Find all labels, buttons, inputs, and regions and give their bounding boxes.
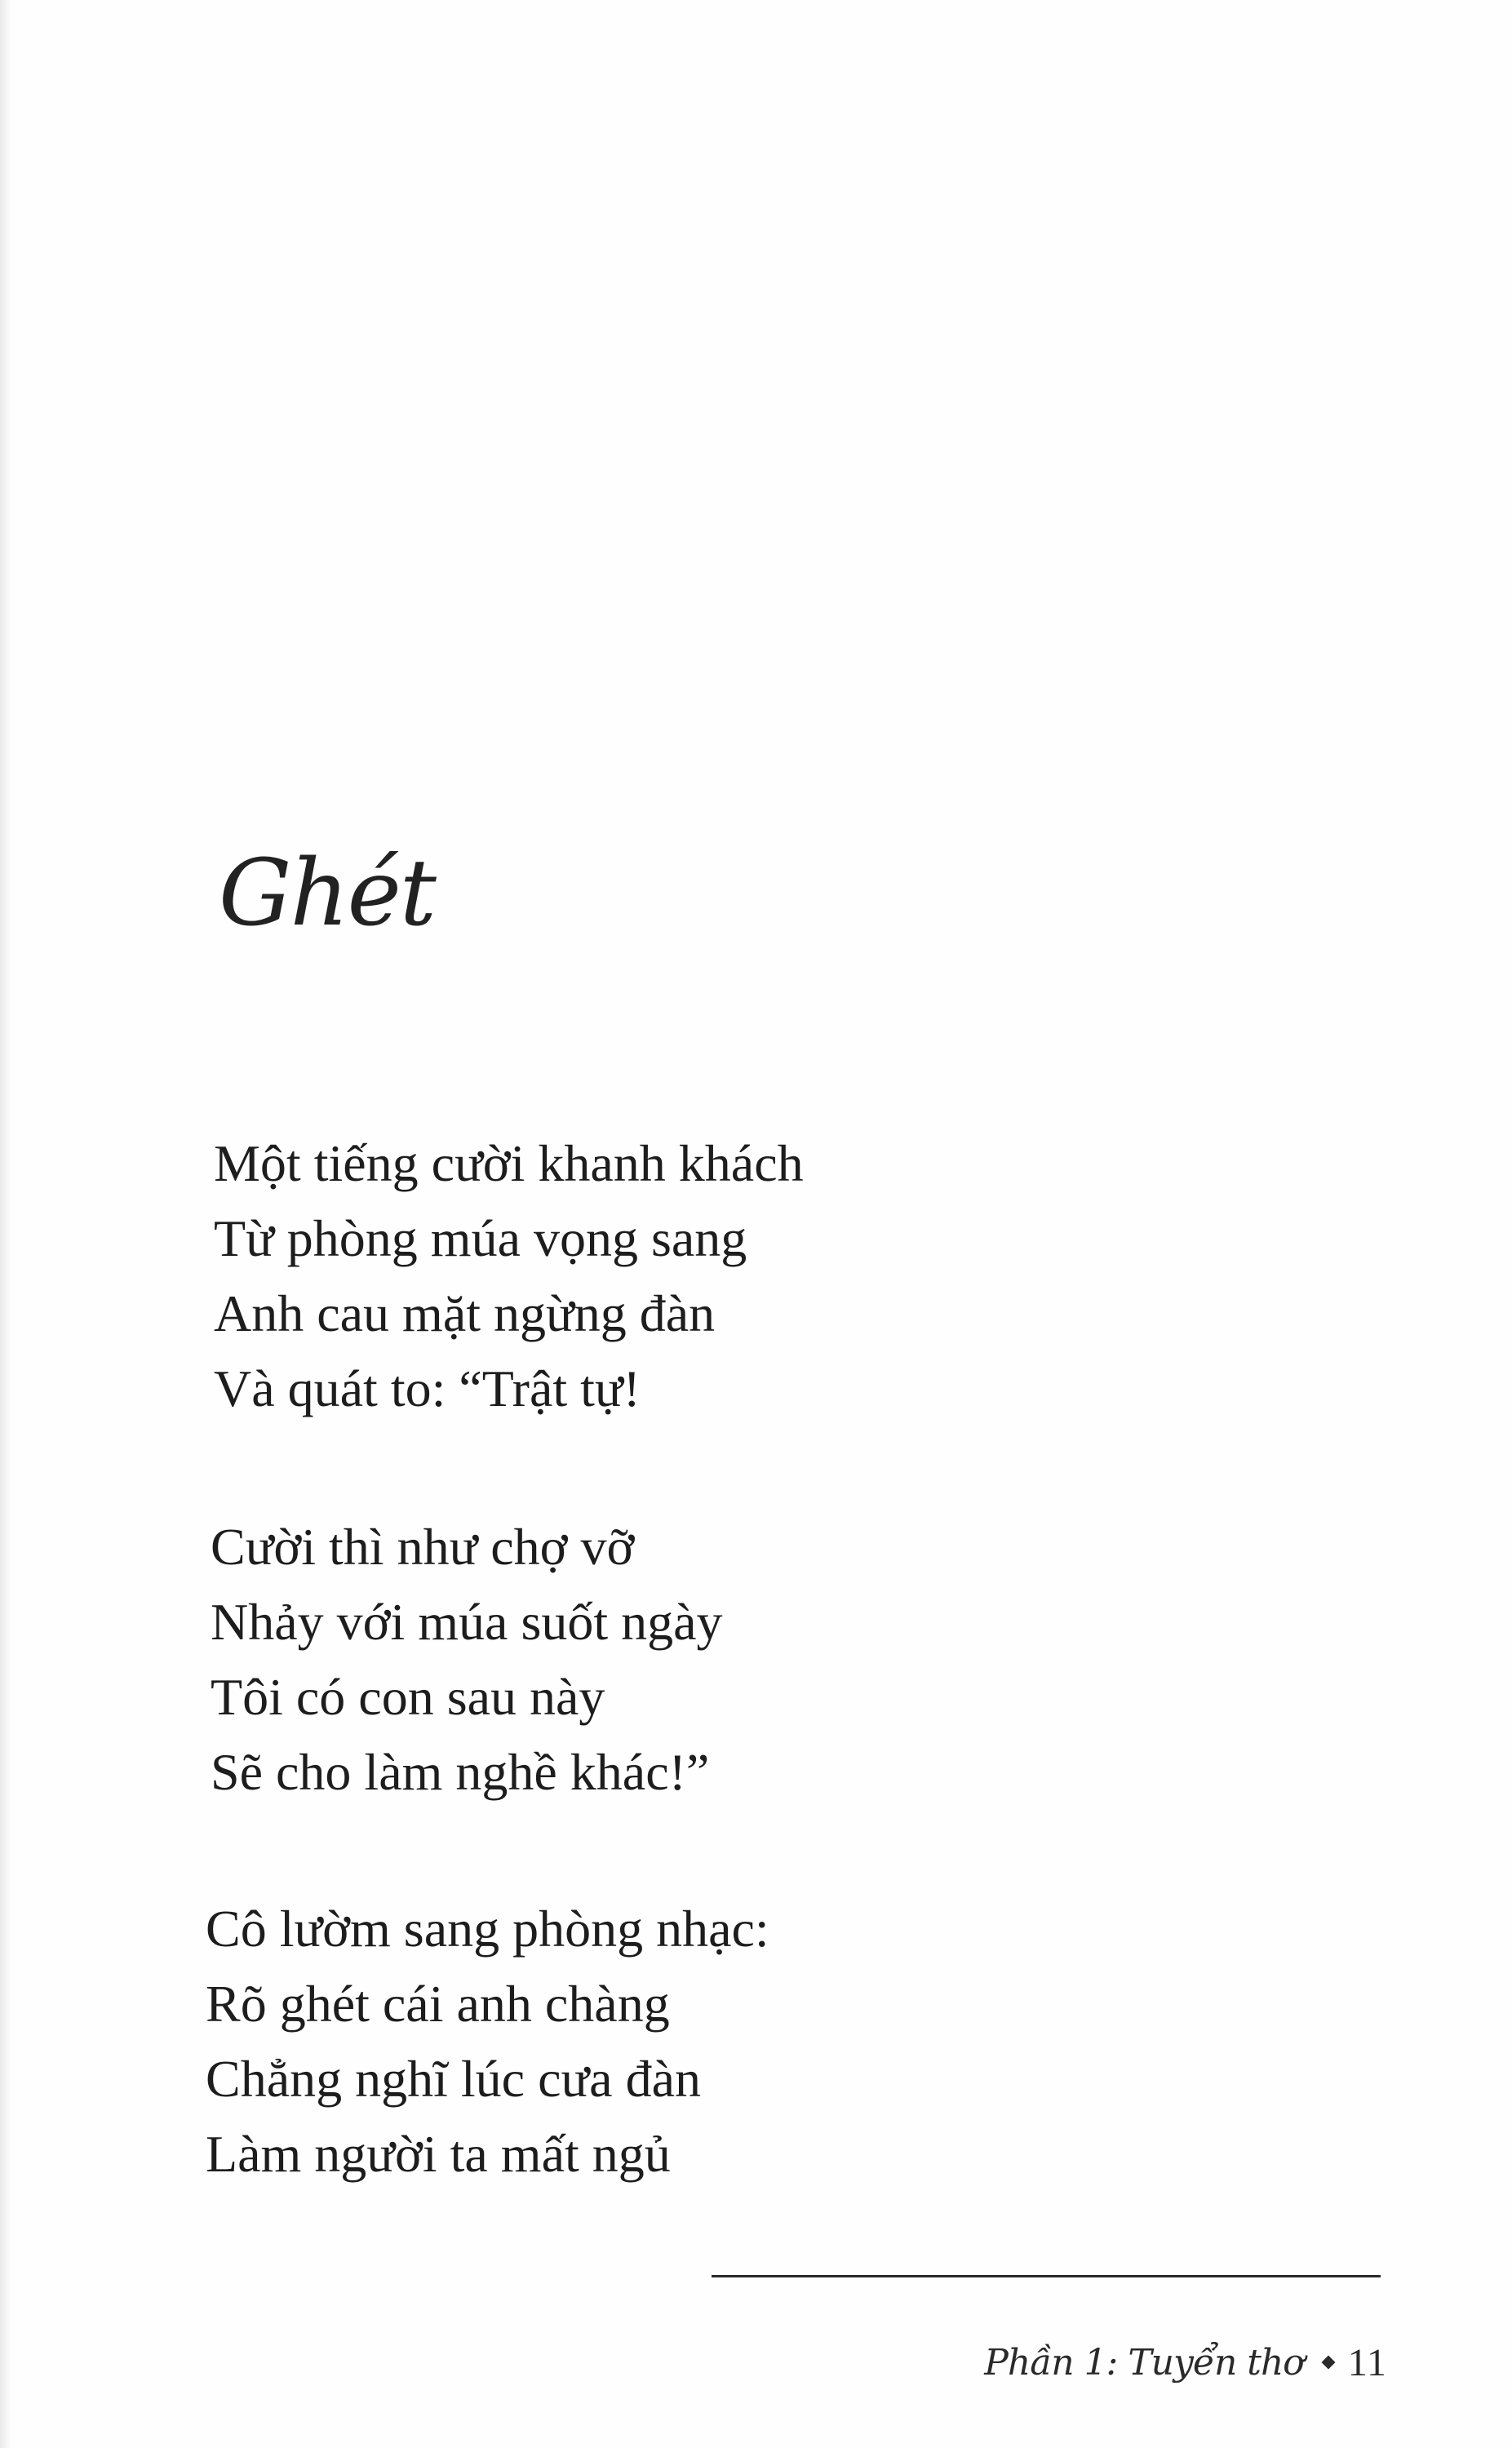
- poem-line: Và quát to: “Trật tự!: [214, 1359, 641, 1417]
- poem-line: Tôi có con sau này: [211, 1668, 605, 1726]
- stanza-3: [206, 1891, 769, 2192]
- stanza-2: [211, 1510, 723, 1810]
- diamond-icon: [1321, 2356, 1335, 2370]
- poem-line: Từ phòng múa vọng sang: [214, 1209, 747, 1267]
- page-footer: [963, 2317, 1387, 2407]
- poem-title: Ghét: [219, 840, 435, 947]
- running-head: Phần 1: Tuyển thơ: [984, 2341, 1304, 2384]
- poem-line: Anh cau mặt ngừng đàn: [214, 1284, 716, 1342]
- poem-line: Sẽ cho làm nghề khác!”: [211, 1743, 710, 1801]
- poem-line: Làm người ta mất ngủ: [206, 2125, 671, 2183]
- page-number: 11: [1347, 2340, 1387, 2384]
- poem-line: Cô lườm sang phòng nhạc:: [206, 1900, 769, 1958]
- poem-line: Một tiếng cười khanh khách: [214, 1134, 804, 1192]
- poem-line: Chẳng nghĩ lúc cưa đàn: [206, 2050, 701, 2108]
- poem-line: Rõ ghét cái anh chàng: [206, 1975, 670, 2033]
- page-edge: [0, 0, 11, 2448]
- stanza-1: [214, 1126, 804, 1426]
- poem-line: Cười thì như chợ vỡ: [211, 1518, 635, 1576]
- footer-rule: [712, 2275, 1381, 2277]
- poem-line: Nhảy với múa suốt ngày: [211, 1593, 723, 1651]
